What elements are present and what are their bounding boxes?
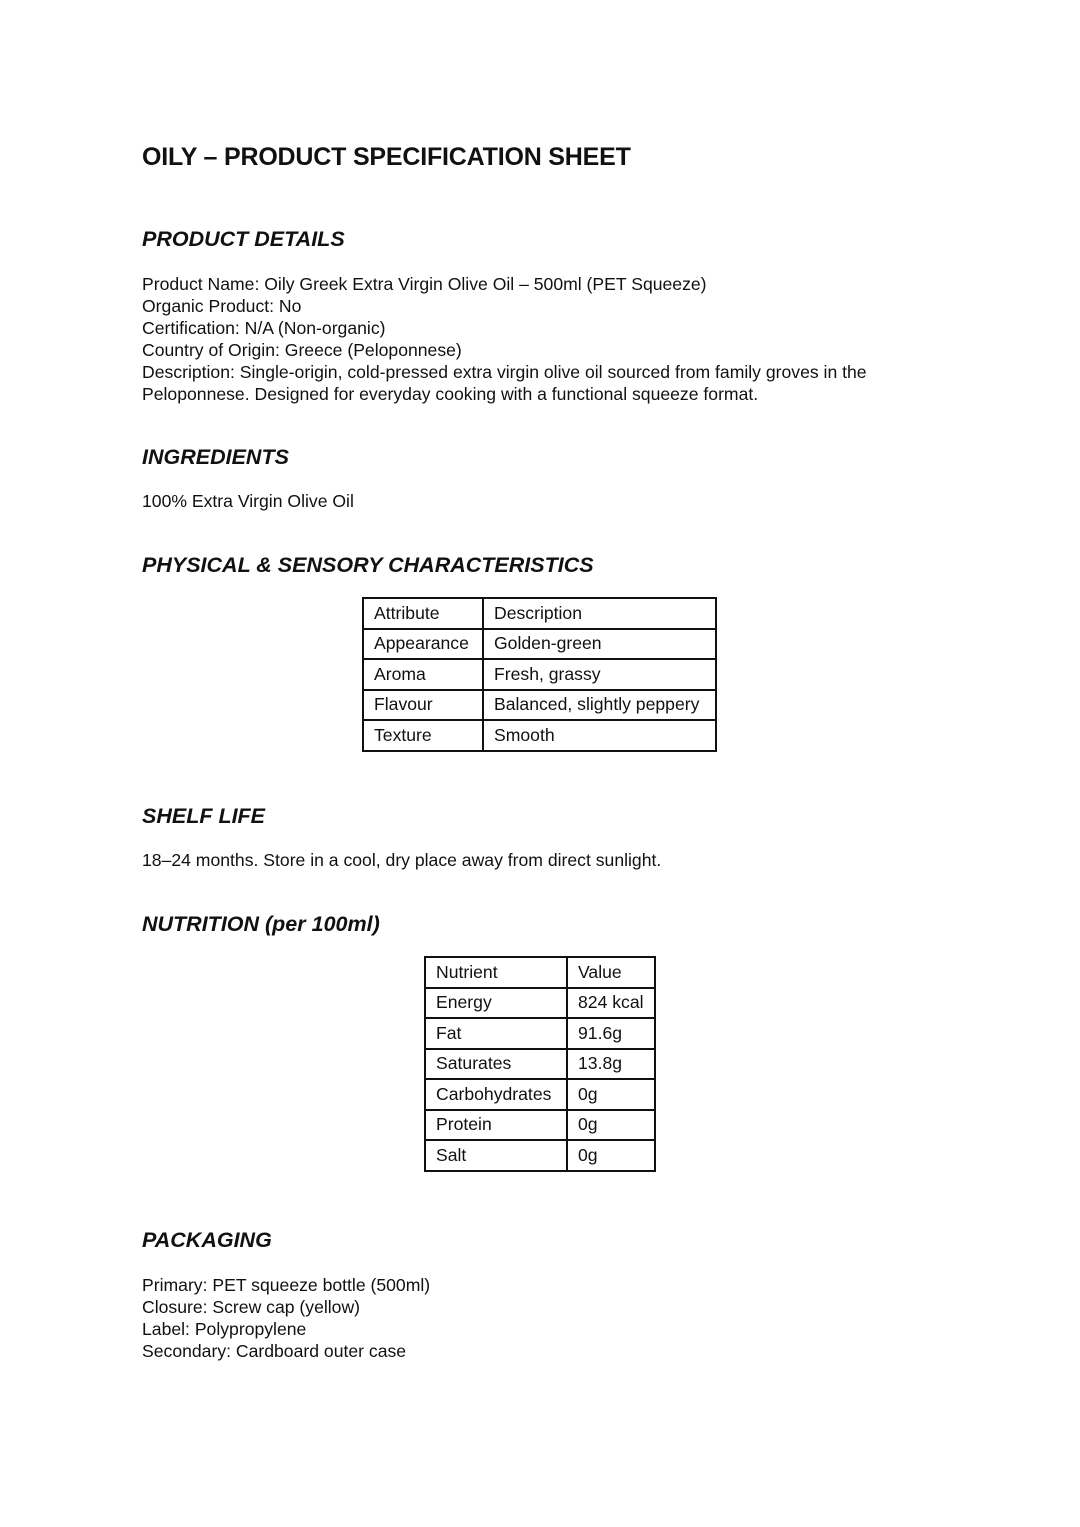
table-cell: Protein [425, 1110, 567, 1141]
packaging-line: Primary: PET squeeze bottle (500ml) [142, 1275, 431, 1295]
table-row [363, 690, 716, 721]
packaging-text [142, 1274, 430, 1362]
table-cell: 0g [567, 1079, 655, 1110]
table-row [363, 598, 716, 629]
table-row [363, 629, 716, 660]
table-cell: Fat [425, 1018, 567, 1049]
table-row [363, 720, 716, 751]
product-name-line: Product Name: Oily Greek Extra Virgin Olive Oil – 500ml (PET Squeeze) [142, 274, 707, 294]
table-row [425, 1018, 655, 1049]
table-cell: Carbohydrates [425, 1079, 567, 1110]
description-line: Description: Single-origin, cold-pressed extra virgin olive oil sourced from family groves in the [142, 362, 867, 382]
packaging-line: Secondary: Cardboard outer case [142, 1341, 407, 1361]
organic-line: Organic Product: No [142, 296, 302, 316]
table-row [363, 659, 716, 690]
table-row [425, 988, 655, 1019]
table-cell: Appearance [363, 629, 483, 660]
table-cell: 0g [567, 1140, 655, 1171]
table-cell: Nutrient [425, 957, 567, 988]
characteristics-table [362, 597, 717, 752]
table-cell: Texture [363, 720, 483, 751]
table-cell: Golden-green [483, 629, 716, 660]
ingredients-heading: INGREDIENTS [142, 445, 289, 469]
table-cell: Salt [425, 1140, 567, 1171]
certification-line: Certification: N/A (Non-organic) [142, 318, 386, 338]
product-details-heading: PRODUCT DETAILS [142, 227, 345, 251]
table-cell: 13.8g [567, 1049, 655, 1080]
table-cell: Smooth [483, 720, 716, 751]
packaging-line: Closure: Screw cap (yellow) [142, 1297, 361, 1317]
table-cell: Value [567, 957, 655, 988]
table-cell: Flavour [363, 690, 483, 721]
table-cell: Fresh, grassy [483, 659, 716, 690]
packaging-heading: PACKAGING [142, 1228, 272, 1252]
table-row [425, 1049, 655, 1080]
page-title: OILY – PRODUCT SPECIFICATION SHEET [142, 143, 631, 171]
table-cell: Attribute [363, 598, 483, 629]
table-cell: 824 kcal [567, 988, 655, 1019]
table-row [425, 957, 655, 988]
table-cell: Energy [425, 988, 567, 1019]
table-cell: Description [483, 598, 716, 629]
shelf-life-text: 18–24 months. Store in a cool, dry place away from direct sunlight. [142, 850, 662, 870]
shelf-life-heading: SHELF LIFE [142, 804, 266, 828]
table-row [425, 1140, 655, 1171]
ingredients-text: 100% Extra Virgin Olive Oil [142, 491, 354, 511]
table-cell: 0g [567, 1110, 655, 1141]
nutrition-table [424, 956, 656, 1172]
table-cell: Balanced, slightly peppery [483, 690, 716, 721]
table-cell: Aroma [363, 659, 483, 690]
packaging-line: Label: Polypropylene [142, 1319, 307, 1339]
description-line: Peloponnese. Designed for everyday cooking with a functional squeeze format. [142, 384, 759, 404]
product-details-text [142, 273, 867, 405]
table-cell: Saturates [425, 1049, 567, 1080]
table-row [425, 1110, 655, 1141]
table-row [425, 1079, 655, 1110]
table-cell: 91.6g [567, 1018, 655, 1049]
nutrition-heading: NUTRITION (per 100ml) [142, 912, 380, 936]
characteristics-heading: PHYSICAL & SENSORY CHARACTERISTICS [142, 553, 594, 577]
origin-line: Country of Origin: Greece (Peloponnese) [142, 340, 462, 360]
